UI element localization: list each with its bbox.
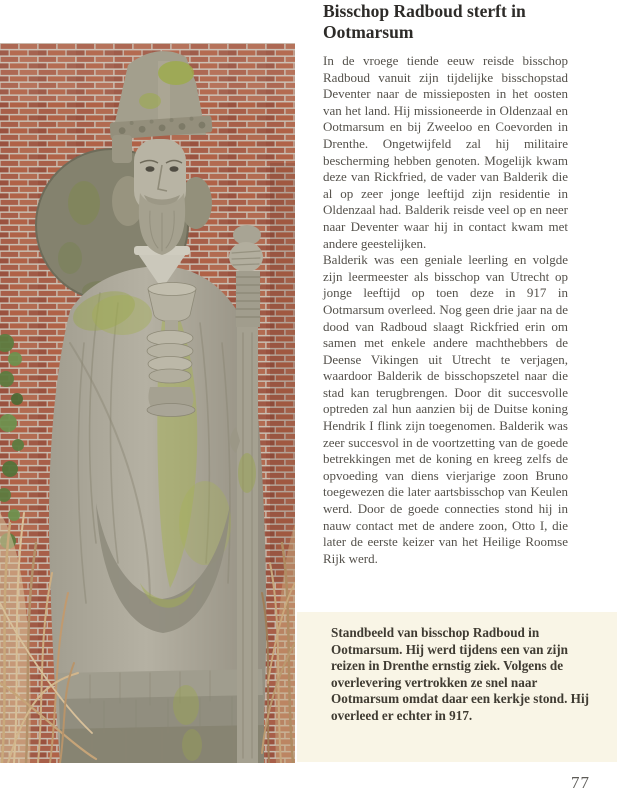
page-number: 77: [571, 773, 590, 792]
robe-tiers: [58, 669, 264, 763]
body-paragraph: In de vroege tiende eeuw reisde bisschop Radboud vanuit zijn tijdelijke bisschopstad Deventer naar de missieposten in het oosten van het land. Hij missioneerde in Oldenzaal en Ootmarsum en bij Zweeloo en Coevorden in Drenthe. Ongetwijfeld zal hij militaire bescherming hebben genoten. Mogelijk kwam deze van Rickfried, de vader van Balderik die al op zeer jonge leeftijd zijn residentie in Oldenzaal had. Balderik reisde veel op en neer naar Deventer waar hij in contact kwam met andere geestelijken.: [323, 53, 568, 251]
caption-text: Standbeeld van bisschop Radboud in Ootmarsum. Hij werd tijdens een van zijn reizen in Drenthe ernstig ziek. Volgens de overlevering vertrokken ze snel naar Ootmarsum omdat daar een kerkje stond. Hij overleed er echter in 917.: [331, 625, 589, 723]
body-paragraph: Balderik was een geniale leerling en volgde zijn leermeester als bisschop van Utrecht op jonge leeftijd op toen deze in 917 in Ootmarsum overleed. Nog geen drie jaar na de dood van Radboud slaagt Rickfried erin om samen met enkele andere machthebbers de Deense Vikingen uit Utrecht te verjagen, waardoor Balderik de bisschopszetel naar die stad kan terugbrengen. Door dit succesvolle optreden zal hun aanzien bij de Duitse koning Hendrik I flink zijn toegenomen. Balderik was zeer succesvol in de voortzetting van de goede betrekkingen met de koning en kreeg zelfs de opvoeding van diens vierjarige zoon Bruno toegewezen die later aartsbisschop van Keulen werd. Door de goede connecties stond hij in nauw contact met de andere zoon, Otto I, die later de eerste keizer van het Heilige Roomse Rijk werd.: [323, 252, 568, 566]
hand: [147, 331, 193, 384]
statue-photo: [0, 43, 295, 763]
article-body: [323, 53, 568, 567]
article-title: Bisschop Radboud sterft in Ootmarsum: [323, 1, 526, 42]
caption-box: [297, 612, 617, 762]
